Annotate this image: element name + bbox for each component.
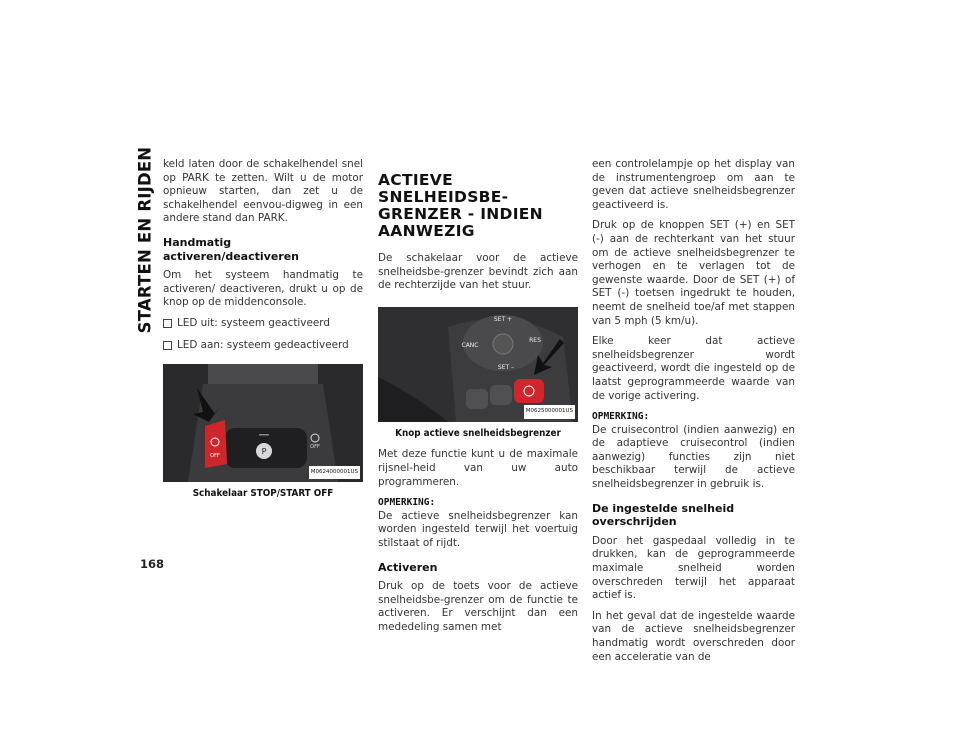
paragraph: Door het gaspedaal volledig in te drukken, kan de geprogrammeerde maximale snelheid worden overschreden terwijl het apparaat actief is. [592,534,795,602]
note-label: OPMERKING: [592,411,650,423]
photo-text-off: OFF [310,444,320,451]
photo-text-set-plus: SET + [493,315,513,323]
paragraph: Om het systeem handmatig te activeren/ deactiveren, drukt u op de knop op de middenconsole. [163,269,363,309]
note-label: OPMERKING: [378,497,436,509]
page-number: 168 [140,557,165,571]
note-text: De cruisecontrol (indien aanwezig) en de adaptieve cruisecontrol (indien aanwezig) functies zijn niet beschikbaar terwijl de actieve snelheidsbegrenzer in gebruik is. [592,423,795,491]
section-heading: De ingestelde snelheid overschrijden [592,501,735,529]
column-middle [378,158,578,642]
section-heading: Activeren [378,560,438,574]
list-item-text: LED aan: systeem gedeactiveerd [177,338,349,351]
section-title: STARTEN EN RIJDEN [135,146,155,334]
svg-text:P: P [261,447,267,457]
list-item [163,339,363,353]
stop-start-switch-photo [163,364,363,482]
section-heading: Handmatig activeren/deactiveren [163,235,299,263]
paragraph: een controlelampje op het display van de instrumentengroep om aan te geven dat actieve snelheidsbegrenzer geactiveerd is. [592,158,795,211]
list-item [163,317,363,331]
note-text: De actieve snelheidsbegrenzer kan worden ingesteld terwijl het voertuig stilstaat of rijdt. [378,509,578,549]
paragraph: keld laten door de schakelhendel snel op PARK te zetten. Wilt u de motor opnieuw starten, dan zet u de schakelhendel eenvou-digweg in een andere stand dan PARK. [163,158,363,225]
stop-start-switch-illustration [163,364,363,482]
photo-text-off: OFF [210,453,220,460]
figure-caption: Knop actieve snelheidsbegrenzer [395,427,561,439]
photo-text-res: RES [529,336,541,344]
paragraph: Elke keer dat actieve snelheidsbegrenzer wordt geactiveerd, wordt die ingesteld op de laatst geprogrammeerde waarde van de vorige activering. [592,335,795,402]
photo-code: M0625000001US [524,405,575,419]
photo-code: M0624000001US [309,466,360,480]
column-left [163,158,363,509]
photo-text-set-minus: SET – [497,363,515,371]
paragraph: Druk op de knoppen SET (+) en SET (-) aan de rechterkant van het stuur om de actieve snelheidsbegrenzer te verhogen en te verlagen tot de gewenste waarde. Door de SET (+) of SET (-) toetsen ingedrukt te houden, neemt de snelheid toe/af met stappen van 5 mph (5 km/u). [592,219,795,327]
list-item-text: LED uit: systeem geactiveerd [177,316,330,329]
section-side-tab [132,146,158,334]
paragraph: Met deze functie kunt u de maximale rijsnel-heid van uw auto programmeren. [378,448,578,488]
paragraph: Druk op de toets voor de actieve snelheidsbe-grenzer om de functie te activeren. Er verschijnt dan een mededeling samen met [378,580,578,633]
photo-text-canc: CANC [461,341,479,349]
chapter-heading: ACTIEVE SNELHEIDSBE-GRENZER - INDIEN AANWEZIG [378,171,543,240]
paragraph: In het geval dat de ingestelde waarde van de actieve snelheidsbegrenzer handmatig wordt overschreden door een acceleratie van de [592,609,795,663]
checkbox-bullet-icon [163,319,172,328]
checkbox-bullet-icon [163,341,172,350]
column-right [592,158,795,671]
figure-caption: Schakelaar STOP/START OFF [192,488,334,500]
paragraph: De schakelaar voor de actieve snelheidsbe-grenzer bevindt zich aan de rechterzijde van het stuur. [378,252,578,292]
speed-limiter-button-photo [378,307,578,422]
